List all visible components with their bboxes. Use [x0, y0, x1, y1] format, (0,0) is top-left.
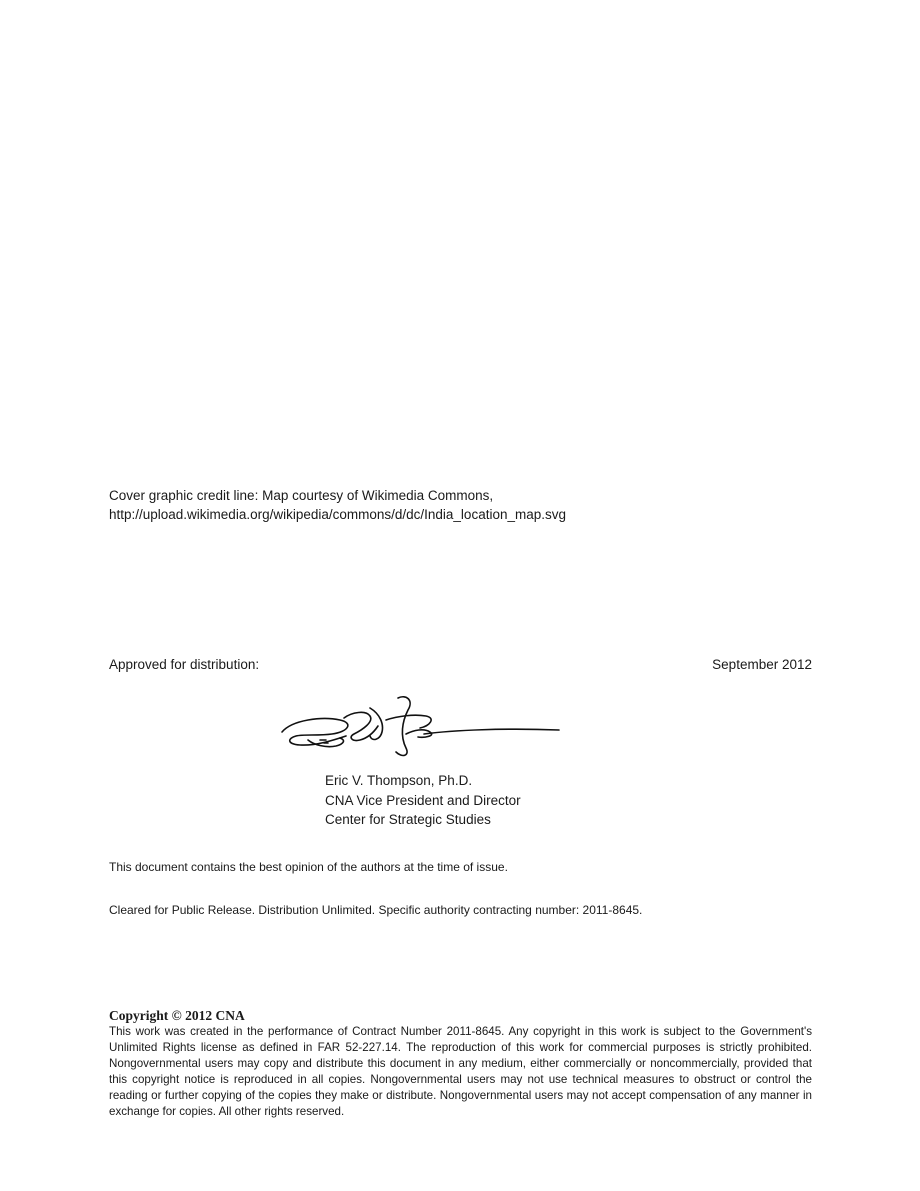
signer-block	[325, 771, 521, 830]
signer-name: Eric V. Thompson, Ph.D.	[325, 773, 473, 788]
signer-title: CNA Vice President and Director	[325, 792, 521, 808]
approval-date: September 2012	[712, 657, 812, 672]
signature-icon	[274, 690, 566, 760]
opinion-notice: This document contains the best opinion of the authors at the time of issue.	[109, 860, 508, 874]
cover-graphic-credit	[109, 486, 566, 524]
copyright-block	[109, 1007, 812, 1120]
copyright-heading: Copyright © 2012 CNA	[109, 1008, 245, 1023]
release-notice: Cleared for Public Release. Distribution Unlimited. Specific authority contracting number: 2011-8645.	[109, 903, 643, 917]
signer-center: Center for Strategic Studies	[325, 812, 491, 827]
copyright-body: This work was created in the performance of Contract Number 2011-8645. Any copyright in this work is subject to the Government's Unlimited Rights license as defined in FAR 52-227.14. The reproduction of this work for commercial purposes is strictly prohibited. Nongovernmental users may copy and distribute this document in any medium, either commercially or noncommercially, provided that this copyright notice is reproduced in all copies. Nongovernmental users may not use technical measures to obstruct or control the reading or further copying of the copies they make or distribute. Nongovernmental users may not accept compensation of any manner in exchange for copies. All other rights reserved.	[109, 1025, 812, 1118]
credit-line-1: Cover graphic credit line: Map courtesy of Wikimedia Commons,	[109, 488, 494, 503]
credit-line-2: http://upload.wikimedia.org/wikipedia/commons/d/dc/India_location_map.svg	[109, 507, 566, 522]
approval-label: Approved for distribution:	[109, 657, 260, 672]
